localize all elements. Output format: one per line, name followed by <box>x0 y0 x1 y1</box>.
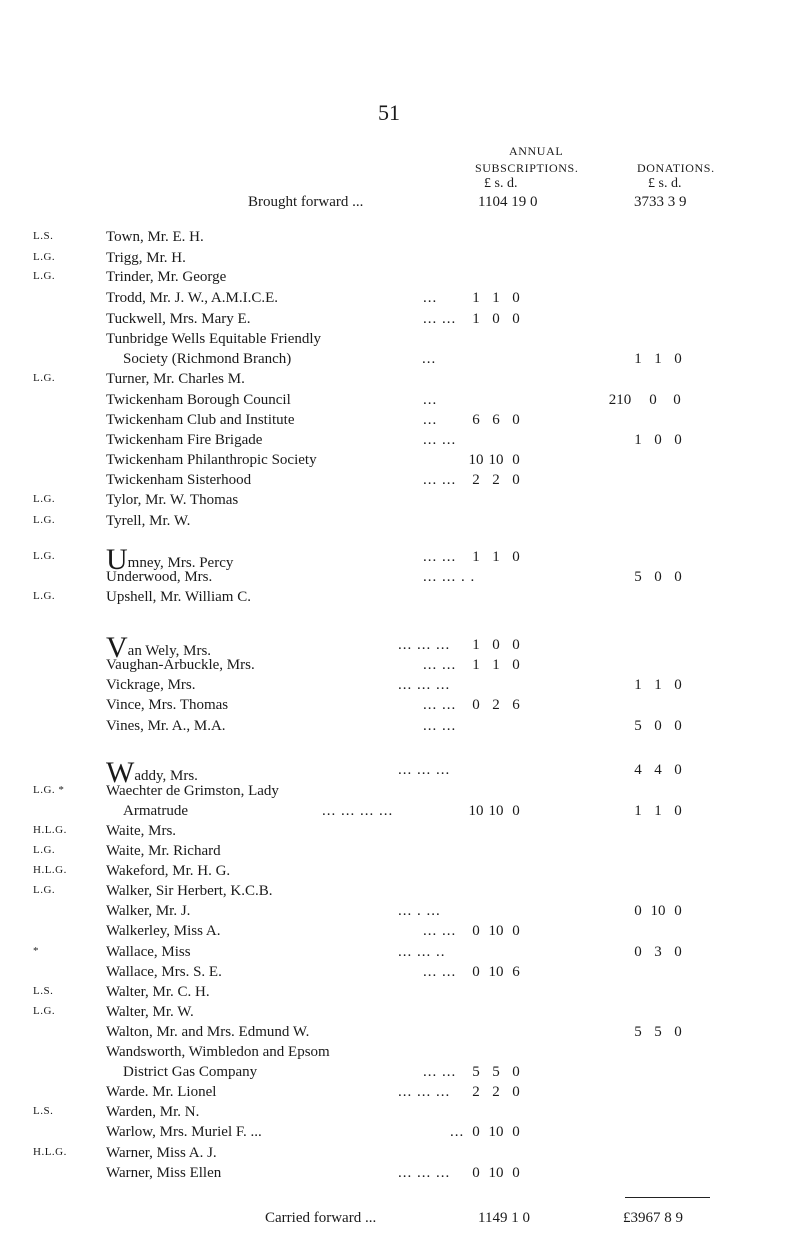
donations-label: DONATIONS. <box>637 161 715 175</box>
leader-dots: ... ... <box>423 964 457 980</box>
subscriber-name-text: Vaughan-Arbuckle, Mrs. <box>106 657 255 673</box>
subscriber-name <box>106 1104 199 1121</box>
subscriber-name <box>106 677 196 694</box>
subscriber-name-text: Tuckwell, Mrs. Mary E. <box>106 311 251 327</box>
subscription-shillings: 10 <box>488 452 504 468</box>
leader-dots: ... . ... <box>398 903 441 919</box>
subscriber-name <box>106 843 221 860</box>
member-class-label: L.G. * <box>33 784 65 796</box>
donation-shillings: 3 <box>654 944 662 960</box>
list-row <box>0 452 800 472</box>
member-class-label: L.G. <box>33 493 56 505</box>
subscription-pence: 0 <box>512 472 520 488</box>
subscriber-name-text: Tunbridge Wells Equitable Friendly <box>106 331 322 347</box>
subscriber-name <box>106 472 251 489</box>
subscriber-name <box>106 756 198 789</box>
subscription-pence: 0 <box>512 637 520 653</box>
carried-forward-label: Carried forward ... <box>265 1210 377 1226</box>
subscriber-name <box>123 803 188 820</box>
donation-shillings: 0 <box>654 432 662 448</box>
subscription-pence: 0 <box>512 1064 520 1080</box>
subscription-pence: 0 <box>512 311 520 327</box>
subscriber-name-text: Twickenham Sisterhood <box>106 472 252 488</box>
member-class-label: L.S. <box>33 230 54 242</box>
donation-pounds: 1 <box>634 677 642 693</box>
subscription-pence: 0 <box>512 1084 520 1100</box>
list-row <box>0 371 800 391</box>
donation-pence: 0 <box>674 903 682 919</box>
subscriber-name <box>106 1024 309 1041</box>
list-row <box>0 492 800 512</box>
donation-shillings: 5 <box>654 1024 662 1040</box>
subscriber-name-text: Twickenham Club and Institute <box>106 412 295 428</box>
list-row <box>0 803 800 823</box>
list-row <box>0 631 800 664</box>
leader-dots: ... ... <box>423 549 457 565</box>
subscriptions-label: SUBSCRIPTIONS. <box>475 161 579 175</box>
subscription-shillings: 10 <box>488 964 504 980</box>
donation-shillings: 10 <box>650 903 666 919</box>
list-row <box>0 569 800 589</box>
donation-shillings: 0 <box>654 569 662 585</box>
subscription-shillings: 2 <box>492 1084 500 1100</box>
donation-pounds: 1 <box>634 803 642 819</box>
subscriber-name <box>106 984 210 1001</box>
subscription-pence: 0 <box>512 412 520 428</box>
section-initial-letter: U <box>106 543 128 576</box>
total-rule <box>625 1197 710 1198</box>
leader-dots: ... <box>423 392 438 408</box>
list-row <box>0 543 800 576</box>
donation-pounds: 1 <box>634 351 642 367</box>
subscriber-name <box>106 250 186 267</box>
subscriber-name <box>106 269 226 286</box>
page-number: 51 <box>378 100 400 125</box>
subscription-shillings: 5 <box>492 1064 500 1080</box>
subscription-pence: 0 <box>512 549 520 565</box>
leader-dots: ... ... ... <box>398 762 451 778</box>
list-row <box>0 432 800 452</box>
subscription-pounds: 0 <box>472 964 480 980</box>
list-row <box>0 984 800 1004</box>
subscriber-name <box>106 1145 217 1162</box>
leader-dots: ... <box>423 290 438 306</box>
subscriber-name <box>106 1124 262 1141</box>
subscriber-name-text: Twickenham Philanthropic Society <box>106 452 317 468</box>
brought-forward-donations: 3733 3 9 <box>634 194 687 210</box>
donation-shillings: 1 <box>654 677 662 693</box>
list-row <box>0 964 800 984</box>
subscription-pence: 0 <box>512 657 520 673</box>
member-class-label: L.G. <box>33 590 56 602</box>
subscription-pence: 0 <box>512 1124 520 1140</box>
subscriber-name <box>106 569 212 586</box>
subscription-pounds: 2 <box>472 472 480 488</box>
member-class-label: L.G. <box>33 884 56 896</box>
list-row <box>0 944 800 964</box>
leader-dots: ... ... ... <box>398 677 451 693</box>
list-row <box>0 290 800 310</box>
donation-pounds: 210 <box>608 392 632 408</box>
subscription-pounds: 5 <box>472 1064 480 1080</box>
donation-pence: 0 <box>674 677 682 693</box>
subscriber-name <box>106 229 204 246</box>
leader-dots: ... ... <box>423 718 457 734</box>
list-row <box>0 883 800 903</box>
subscriber-name-text: Walter, Mr. W. <box>106 1004 194 1020</box>
list-row <box>0 843 800 863</box>
subscription-pence: 0 <box>512 290 520 306</box>
subscriber-name <box>106 432 262 449</box>
list-row <box>0 923 800 943</box>
subscriber-name-text: Walker, Mr. J. <box>106 903 191 919</box>
list-row <box>0 903 800 923</box>
donation-shillings: 1 <box>654 803 662 819</box>
subscription-shillings: 1 <box>492 290 500 306</box>
subscriber-name <box>106 863 230 880</box>
subscriber-name-text: Trinder, Mr. George <box>106 269 227 285</box>
subscriber-name-text: Wakeford, Mr. H. G. <box>106 863 231 879</box>
subscription-shillings: 10 <box>488 1165 504 1181</box>
subscriber-name <box>106 492 238 509</box>
subscriber-name-text: Walkerley, Miss A. <box>106 923 221 939</box>
subscription-pounds: 0 <box>472 923 480 939</box>
subscriber-name <box>106 964 222 981</box>
subscriber-name <box>106 1165 221 1182</box>
leader-dots: ... ... <box>423 311 457 327</box>
subscriber-name-text: mney, Mrs. Percy <box>127 555 234 571</box>
subscriber-name-text: Warde. Mr. Lionel <box>106 1084 217 1100</box>
subscriber-name-text: Town, Mr. E. H. <box>106 229 204 245</box>
subscriber-name <box>106 944 191 961</box>
member-class-label: L.S. <box>33 1105 54 1117</box>
member-class-label: L.G. <box>33 514 56 526</box>
list-row <box>0 657 800 677</box>
subscriber-name <box>106 589 251 606</box>
subscriber-name <box>106 331 321 348</box>
subscriber-name-text: Society (Richmond Branch) <box>123 351 292 367</box>
subscription-pounds: 1 <box>472 637 480 653</box>
leader-dots: ... ... ... <box>398 637 451 653</box>
subscription-shillings: 2 <box>492 697 500 713</box>
subscriber-name-text: Warner, Miss A. J. <box>106 1145 217 1161</box>
carried-forward-subscriptions: 1149 1 0 <box>478 1210 530 1226</box>
list-row <box>0 823 800 843</box>
list-row <box>0 351 800 371</box>
subscriber-name <box>106 1004 194 1021</box>
subscriber-name-text: Tyrell, Mr. W. <box>106 513 191 529</box>
list-row <box>0 1145 800 1165</box>
list-row <box>0 1024 800 1044</box>
subscriber-name-text: Tylor, Mr. W. Thomas <box>106 492 239 508</box>
subscription-shillings: 6 <box>492 412 500 428</box>
member-class-label: L.G. <box>33 844 56 856</box>
donation-pence: 0 <box>674 944 682 960</box>
list-row <box>0 697 800 717</box>
leader-dots: ... ... <box>423 472 457 488</box>
list-row <box>0 1084 800 1104</box>
leader-dots: ... ... ... ... <box>322 803 394 819</box>
subscriber-name-text: Warner, Miss Ellen <box>106 1165 222 1181</box>
leader-dots: ... <box>422 351 437 367</box>
donation-shillings: 0 <box>649 392 657 408</box>
subscription-shillings: 0 <box>492 311 500 327</box>
subscription-shillings: 2 <box>492 472 500 488</box>
brought-forward-subscriptions: 1104 19 0 <box>478 194 538 210</box>
list-row <box>0 472 800 492</box>
subscriber-name-text: Vines, Mr. A., M.A. <box>106 718 226 734</box>
member-class-label: L.G. <box>33 550 56 562</box>
leader-dots: ... ... .. <box>398 944 446 960</box>
subscription-pounds: 0 <box>472 1165 480 1181</box>
section-initial-letter: W <box>106 756 135 789</box>
donation-pounds: 0 <box>634 944 642 960</box>
member-class-label: L.G. <box>33 372 56 384</box>
subscriber-name-text: Upshell, Mr. William C. <box>106 589 251 605</box>
subscription-pounds: 2 <box>472 1084 480 1100</box>
list-row <box>0 513 800 533</box>
subscription-pounds: 6 <box>472 412 480 428</box>
list-row <box>0 331 800 351</box>
subscriber-name <box>106 697 228 714</box>
member-class-label: * <box>33 945 39 957</box>
subscription-pounds: 0 <box>472 1124 480 1140</box>
member-class-label: L.S. <box>33 985 54 997</box>
subscriber-name <box>106 657 255 674</box>
leader-dots: ... ... <box>423 657 457 673</box>
donation-pounds: 0 <box>634 903 642 919</box>
subscriber-name-text: Wandsworth, Wimbledon and Epsom <box>106 1044 330 1060</box>
subscription-pence: 0 <box>512 923 520 939</box>
subscriptions-units: £ s. d. <box>484 176 518 191</box>
donation-pence: 0 <box>674 351 682 367</box>
subscriber-name-text: Wallace, Miss <box>106 944 191 960</box>
subscriber-name <box>123 351 291 368</box>
subscriber-name-text: Armatrude <box>123 803 188 819</box>
subscriber-name-text: Waite, Mr. Richard <box>106 843 221 859</box>
donation-pence: 0 <box>674 718 682 734</box>
subscription-pounds: 0 <box>472 697 480 713</box>
donation-pence: 0 <box>674 762 682 778</box>
subscriber-name-text: Vince, Mrs. Thomas <box>106 697 229 713</box>
subscriber-name-text: Trigg, Mr. H. <box>106 250 186 266</box>
list-row <box>0 269 800 289</box>
member-class-label: H.L.G. <box>33 864 67 876</box>
subscriber-name-text: an Wely, Mrs. <box>127 643 212 659</box>
subscriber-name-text: Vickrage, Mrs. <box>106 677 196 693</box>
leader-dots: ... ... <box>423 697 457 713</box>
donation-pence: 0 <box>674 432 682 448</box>
subscriber-name <box>106 311 250 328</box>
leader-dots: ... ... . . <box>423 569 476 585</box>
subscriber-name <box>106 718 226 735</box>
donation-pounds: 1 <box>634 432 642 448</box>
subscription-shillings: 0 <box>492 637 500 653</box>
subscriber-name <box>106 513 190 530</box>
list-row <box>0 229 800 249</box>
subscription-shillings: 10 <box>488 923 504 939</box>
subscription-pence: 6 <box>512 964 520 980</box>
list-row <box>0 1124 800 1144</box>
donation-pounds: 5 <box>634 1024 642 1040</box>
subscriber-name-text: Warden, Mr. N. <box>106 1104 200 1120</box>
subscriber-name <box>106 923 220 940</box>
list-row <box>0 756 800 789</box>
leader-dots: ... ... ... <box>398 1165 451 1181</box>
list-row <box>0 863 800 883</box>
subscriber-name-text: District Gas Company <box>123 1064 258 1080</box>
list-row <box>0 589 800 609</box>
subscriber-name <box>106 883 273 900</box>
list-row <box>0 392 800 412</box>
subscriber-name-text: addy, Mrs. <box>134 768 198 784</box>
subscriber-name <box>106 290 278 307</box>
donation-shillings: 4 <box>654 762 662 778</box>
subscriber-name <box>106 412 295 429</box>
list-row <box>0 677 800 697</box>
donation-pounds: 5 <box>634 718 642 734</box>
subscription-shillings: 1 <box>492 657 500 673</box>
subscription-shillings: 1 <box>492 549 500 565</box>
subscription-pounds: 1 <box>472 549 480 565</box>
subscription-pounds: 1 <box>472 657 480 673</box>
leader-dots: ... ... ... <box>398 1084 451 1100</box>
subscriber-name <box>106 452 317 469</box>
subscription-shillings: 10 <box>488 803 504 819</box>
subscriber-name <box>123 1064 257 1081</box>
subscription-pence: 0 <box>512 1165 520 1181</box>
subscriber-name <box>106 371 245 388</box>
subscription-pounds: 1 <box>472 311 480 327</box>
donation-pence: 0 <box>673 392 681 408</box>
list-row <box>0 412 800 432</box>
donation-pounds: 4 <box>634 762 642 778</box>
subscriber-name-text: Walton, Mr. and Mrs. Edmund W. <box>106 1024 310 1040</box>
list-row <box>0 1044 800 1064</box>
subscriber-name <box>106 1044 330 1061</box>
member-class-label: L.G. <box>33 1005 56 1017</box>
subscriber-name-text: Walter, Mr. C. H. <box>106 984 210 1000</box>
member-class-label: L.G. <box>33 251 56 263</box>
leader-dots: ... <box>423 412 438 428</box>
subscription-pounds: 10 <box>468 803 484 819</box>
list-row <box>0 250 800 270</box>
donation-pence: 0 <box>674 569 682 585</box>
subscriber-name <box>106 392 291 409</box>
subscriber-name-text: Wallace, Mrs. S. E. <box>106 964 222 980</box>
annual-label: ANNUAL <box>509 144 564 158</box>
subscriber-name-text: Trodd, Mr. J. W., A.M.I.C.E. <box>106 290 278 306</box>
list-row <box>0 718 800 738</box>
donation-pence: 0 <box>674 1024 682 1040</box>
list-row <box>0 311 800 331</box>
subscriber-name <box>106 1084 216 1101</box>
donation-shillings: 0 <box>654 718 662 734</box>
subscriber-name-text: Turner, Mr. Charles M. <box>106 371 245 387</box>
subscriber-name-text: Warlow, Mrs. Muriel F. ... <box>106 1124 262 1140</box>
leader-dots: ... ... <box>423 923 457 939</box>
subscription-pence: 6 <box>512 697 520 713</box>
member-class-label: L.G. <box>33 270 56 282</box>
subscriber-name-text: Twickenham Fire Brigade <box>106 432 263 448</box>
donations-units: £ s. d. <box>648 176 682 191</box>
donation-pounds: 5 <box>634 569 642 585</box>
leader-dots: ... ... <box>423 1064 457 1080</box>
leader-dots: ... <box>450 1124 465 1140</box>
subscriber-name-text: Waite, Mrs. <box>106 823 177 839</box>
subscriber-name-text: Underwood, Mrs. <box>106 569 213 585</box>
donation-pence: 0 <box>674 803 682 819</box>
subscription-pounds: 1 <box>472 290 480 306</box>
subscription-pence: 0 <box>512 803 520 819</box>
section-initial-letter: V <box>106 631 128 664</box>
subscriber-name-text: Twickenham Borough Council <box>106 392 291 408</box>
member-class-label: H.L.G. <box>33 1146 67 1158</box>
subscription-pence: 0 <box>512 452 520 468</box>
donation-shillings: 1 <box>654 351 662 367</box>
subscription-pounds: 10 <box>468 452 484 468</box>
subscriber-name-text: Waechter de Grimston, Lady <box>106 783 279 799</box>
subscriber-name-text: Walker, Sir Herbert, K.C.B. <box>106 883 273 899</box>
brought-forward-label: Brought forward ... <box>248 194 364 210</box>
subscriber-name <box>106 783 279 800</box>
subscriber-name <box>106 823 176 840</box>
list-row <box>0 783 800 803</box>
member-class-label: H.L.G. <box>33 824 67 836</box>
list-row <box>0 1004 800 1024</box>
carried-forward-donations: £3967 8 9 <box>623 1210 683 1226</box>
subscription-shillings: 10 <box>488 1124 504 1140</box>
subscriber-name <box>106 903 190 920</box>
list-row <box>0 1064 800 1084</box>
list-row <box>0 1165 800 1185</box>
leader-dots: ... ... <box>423 432 457 448</box>
list-row <box>0 1104 800 1124</box>
